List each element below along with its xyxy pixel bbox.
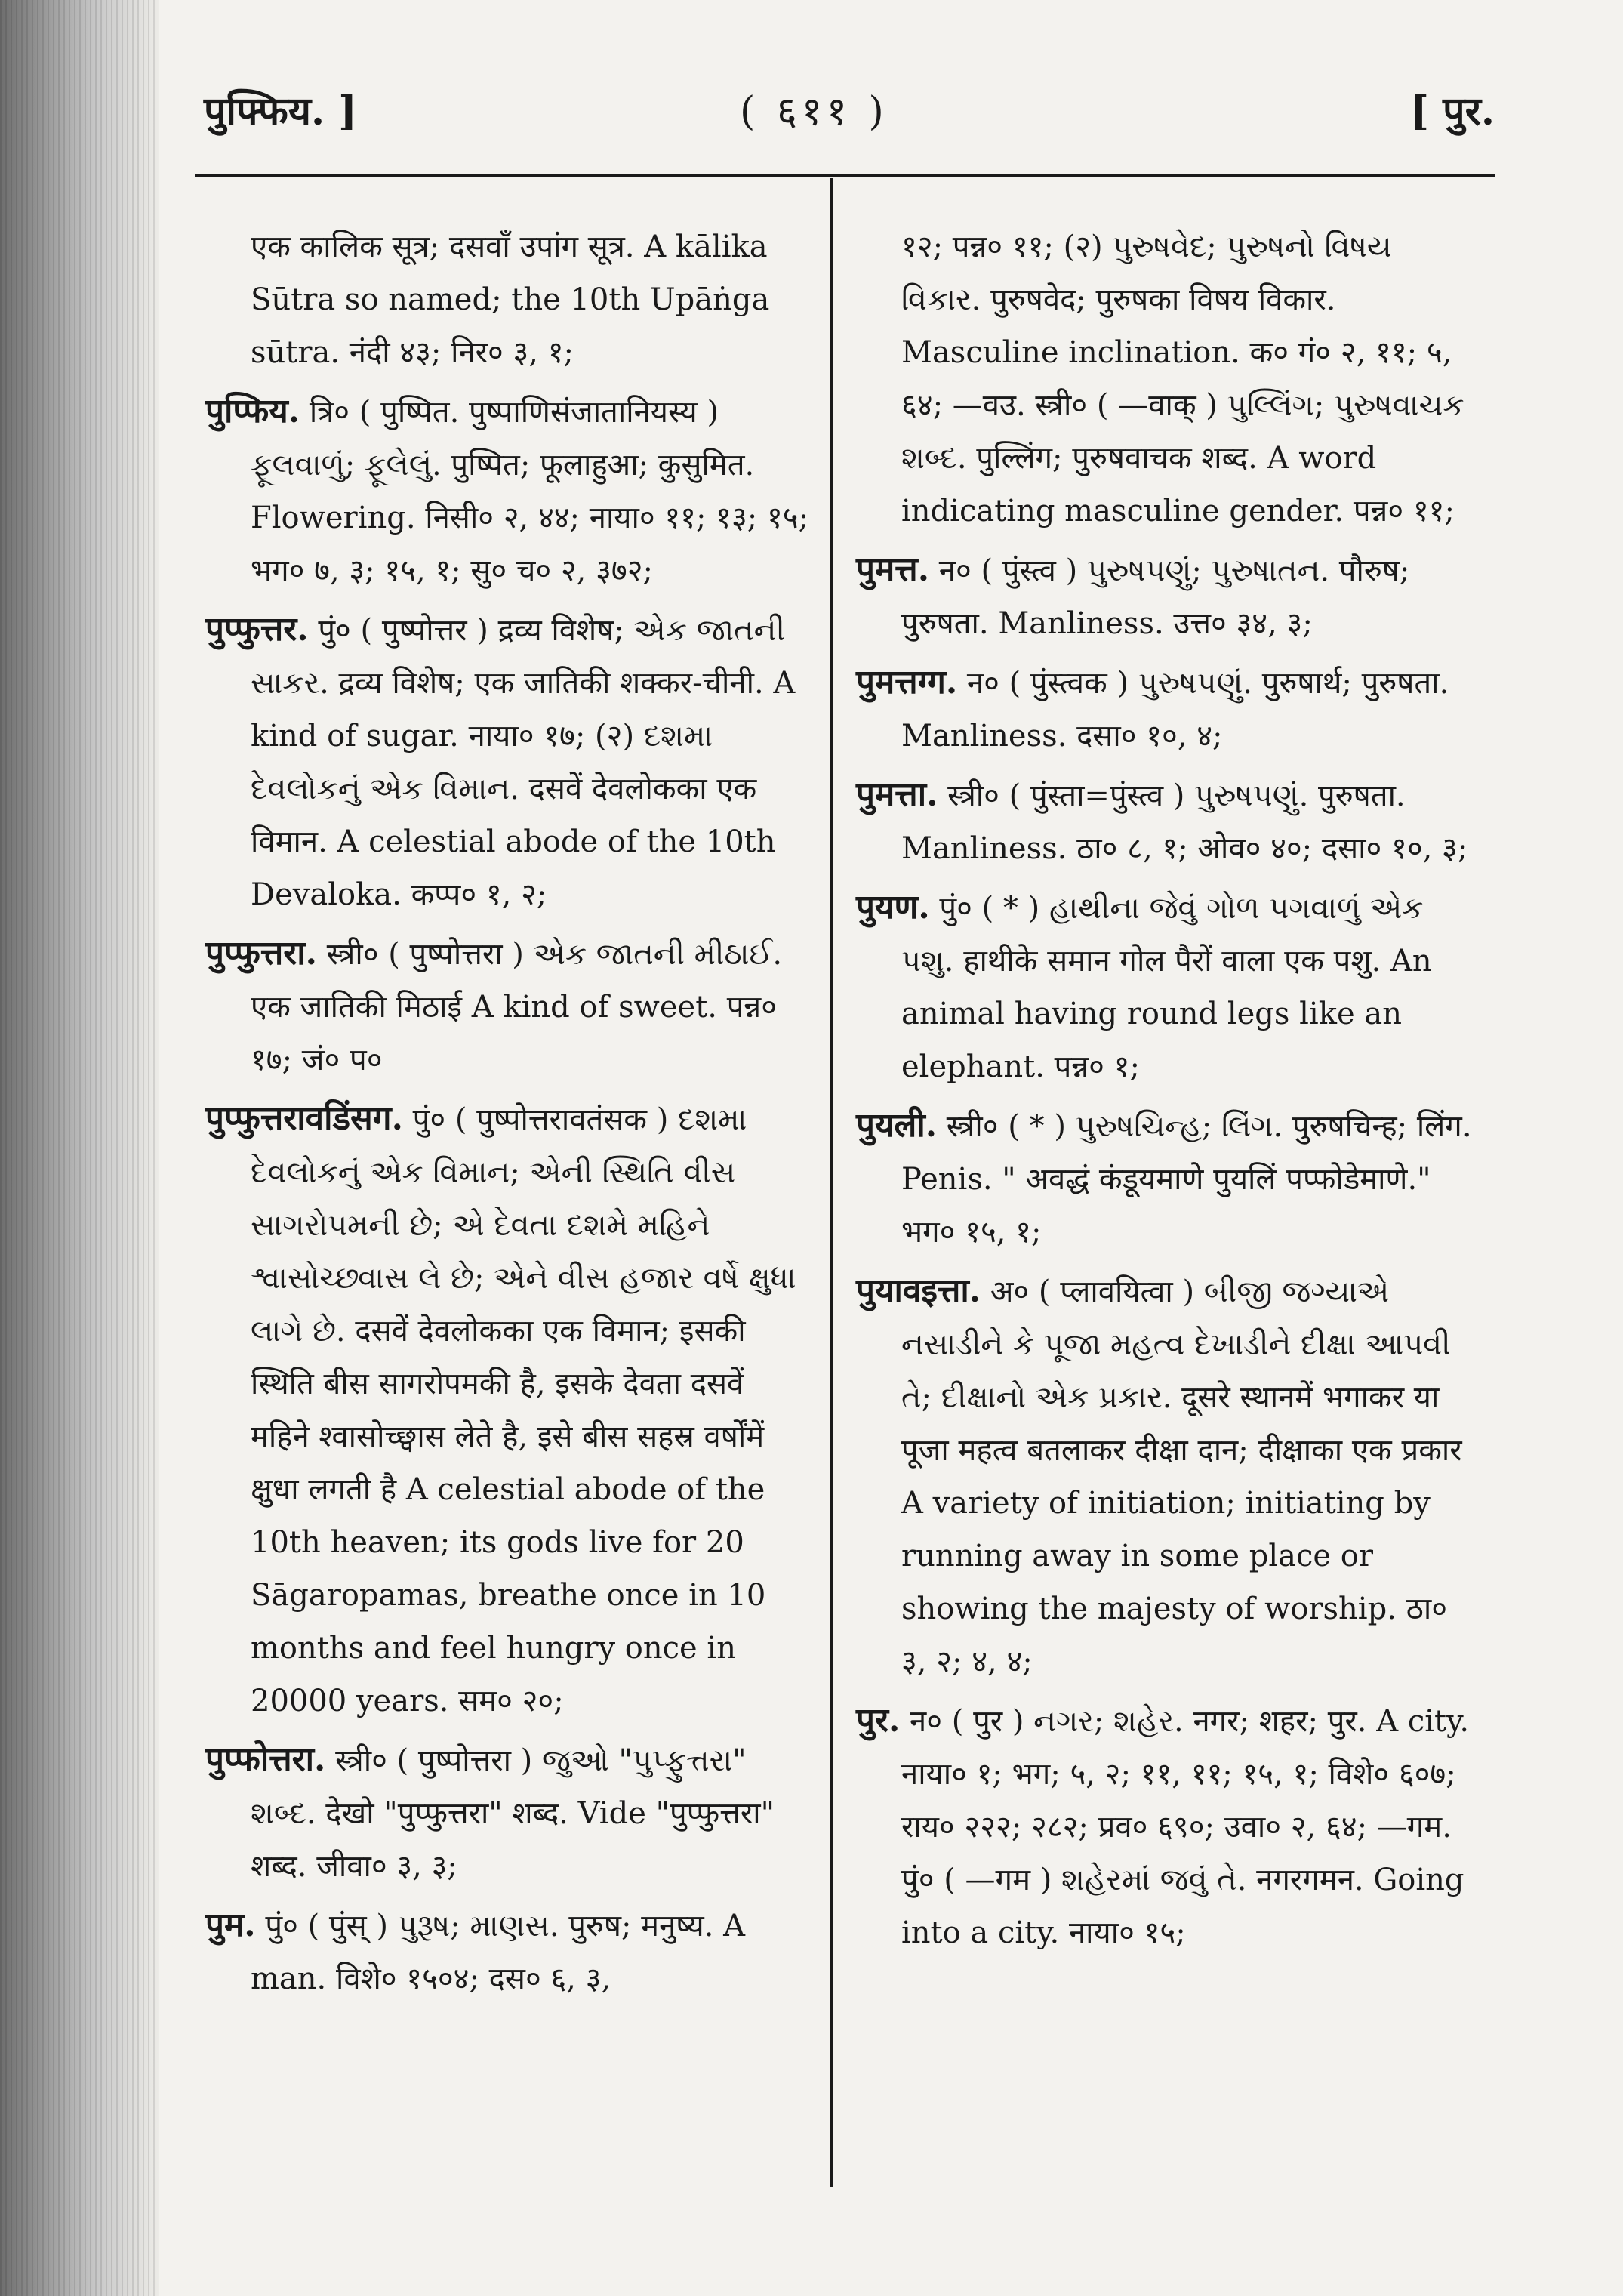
entry-headword: पुप्फुत्तर. [205, 610, 309, 649]
entry-headword: पुप्फोत्तरा. [205, 1740, 326, 1779]
left-column [205, 220, 809, 2011]
continuation-text [205, 220, 809, 379]
page-number: ( ६११ ) [740, 89, 888, 134]
entry-body: पुं० ( पुंस् ) પુરૂષ; માણસ. पुरुष; मनुष्य. A man. विशे० १५०४; दस० ६, ३, [251, 1909, 746, 1996]
header-right-guideword: [ पुर. [1410, 88, 1495, 134]
entry-body: न० ( पुर ) નગર; શહેર. नगर; शहर; पुर. A city. नाया० १; भग; ५, २; ११, ११; १५, १; विशे० ६०७; राय० २२२; २८२; प्रव० ६९०; उवा० २, ६४; —गम. पुं० ( —गम ) શહેરમાં જવું તે. नगरगमन. Going into a city. नाया० १५; [901, 1704, 1470, 1950]
column-divider [830, 178, 833, 2187]
dictionary-entry [205, 603, 809, 921]
entry-body: त्रि० ( पुष्पित. पुष्पाणिसंजातानियस्य ) ફૂલવાળું; ફૂલેલું. पुष्पित; फूलाहुआ; कुसुमित. Flowering. निसी० २, ४४; नाया० ११; १३; १५; भग० ७, ३; १५, १; सु० च० २, ३७२; [251, 395, 809, 588]
dictionary-entry [856, 656, 1475, 763]
entry-headword: पुमत्त. [856, 550, 930, 589]
entry-headword: पुयली. [856, 1106, 938, 1145]
entry-body: पुं० ( * ) હાથીના જેવું ગોળ પગવાળું એક પશુ. हाथीके समान गोल पैरों वाला एक पशु. An animal having round legs like an elephant. पन्न० १; [901, 891, 1432, 1084]
entry-body: स्त्री० ( पुष्पोत्तरा ) એક જાતની મીઠાઈ. एक जातिकी मिठाई A kind of sweet. पन्न० १७; जं० प० [251, 937, 783, 1077]
entry-headword: पुप्फुत्तरा. [205, 934, 317, 972]
entry-body: अ० ( प्लावयित्वा ) બીજી જગ્યાએ નસાડીને કે પૂજા મહત્વ દેખાડીને દીક્ષા આપવી તે; દીક્ષાનો એક પ્રકાર. दूसरे स्थानमें भगाकर या पूजा महत्व बतलाकर दीक्षा दान; दीक्षाका एक प्रकार A variety of initiation; initiating by running away in some place or showing the majesty of worship. ठा० ३, २; ४, ४; [901, 1274, 1462, 1679]
dictionary-entry [205, 1899, 809, 2005]
continuation-text [856, 220, 1475, 538]
entry-body: स्त्री० ( पुंस्ता=पुंस्त्व ) પુરુષપણું. पुरुषता. Manliness. ठा० ८, १; ओव० ४०; दसा० १०, ३; [901, 778, 1468, 866]
header-rule [195, 174, 1495, 177]
entry-headword: पुमत्ता. [856, 775, 938, 814]
entry-body: स्त्री० ( * ) પુરુષચિન્હ; લિંગ. पुरुषचिन्ह; लिंग. Penis. " अवद्धं कंडूयमाणे पुयलिं पप्फोडेमाणे." भग० १५, १; [901, 1109, 1472, 1250]
entry-body: १२; पन्न० ११; (२) પુરુષવેદ; પુરુષનો વિષય વિકાર. पुरुषवेद; पुरुषका विषय विकार. Masculine inclination. क० गं० २, ११; ५, ६४; —वउ. स्त्री० ( —वाक् ) પુલ્લિંગ; પુરુષવાચક શબ્દ. पुल्लिंग; पुरुषवाचक शब्द. A word indicating masculine gender. पन्न० ११; [901, 230, 1464, 529]
entry-body: पुं० ( पुष्पोत्तर ) द्रव्य विशेष; એક જાતની સાકર. द्रव्य विशेष; एक जातिकी शक्कर-चीनी. A kind of sugar. नाया० १७; (२) દશમા દેવલોકનું એક વિમાન. दसवें देवलोकका एक विमान. A celestial abode of the 10th Devaloka. कप्प० १, २; [251, 613, 796, 912]
dictionary-entry [856, 1694, 1475, 1959]
entry-body: स्त्री० ( पुष्पोत्तरा ) જુઓ "પુપ્ફુત્તરા" શબ્દ. देखो "पुप्फुत्तरा" शब्द. Vide "पुप्फुत्तरा" शब्द. जीवा० ३, ३; [251, 1743, 775, 1884]
entry-headword: पुप्फिय. [205, 392, 300, 430]
dictionary-entry [205, 1734, 809, 1893]
dictionary-entry [205, 385, 809, 597]
entry-headword: पुर. [856, 1701, 901, 1740]
scan-gutter-shadow [0, 0, 159, 2296]
entry-body: न० ( पुंस्त्व ) પુરુષપણું; પુરુષાતન. पौरुष; पुरुषता. Manliness. उत्त० ३४, ३; [901, 553, 1410, 641]
right-column [856, 220, 1475, 1965]
entry-headword: पुयावइत्ता. [856, 1271, 981, 1310]
dictionary-entry [856, 1099, 1475, 1259]
page-header [196, 83, 1495, 151]
dictionary-entry [856, 881, 1475, 1093]
entry-body: न० ( पुंस्त्वक ) પુરુષપણું. पुरुषार्थ; पुरुषता. Manliness. दसा० १०, ४; [901, 666, 1449, 754]
header-left-guideword: पुफ्फिय. ] [204, 88, 357, 134]
entry-body: पुं० ( पुष्पोत्तरावतंसक ) દશમા દેવલોકનું એક વિમાન; એની સ્થિતિ વીસ સાગરોપમની છે; એ દેવતા દશમે મહિને શ્વાસોચ્છ્વાસ લે છે; એને વીસ હજાર વર્ષે ક્ષુધા લાગે છે. दसवें देवलोकका एक विमान; इसकी स्थिति बीस सागरोपमकी है, इसके देवता दसवें महिने श्वासोच्छ्वास लेते है, इसे बीस सहस्र वर्षोंमें क्षुधा लगती है A celestial abode of the 10th heaven; its gods live for 20 Sāgaropamas, breathe once in 10 months and feel hungry once in 20000 years. सम० २०; [251, 1102, 796, 1718]
dictionary-entry [205, 927, 809, 1086]
entry-headword: पुप्फुत्तरावडिंसग. [205, 1099, 403, 1138]
entry-body: एक कालिक सूत्र; दसवाँ उपांग सूत्र. A kālika Sūtra so named; the 10th Upāṅga sūtra. नंदी ४३; निर० ३, १; [251, 230, 770, 370]
dictionary-entry [856, 769, 1475, 875]
entry-headword: पुमत्तग्ग. [856, 663, 958, 701]
entry-headword: पुयण. [856, 888, 930, 926]
dictionary-entry [856, 1265, 1475, 1688]
dictionary-entry [205, 1093, 809, 1727]
dictionary-entry [856, 544, 1475, 650]
entry-headword: पुम. [205, 1906, 256, 1944]
